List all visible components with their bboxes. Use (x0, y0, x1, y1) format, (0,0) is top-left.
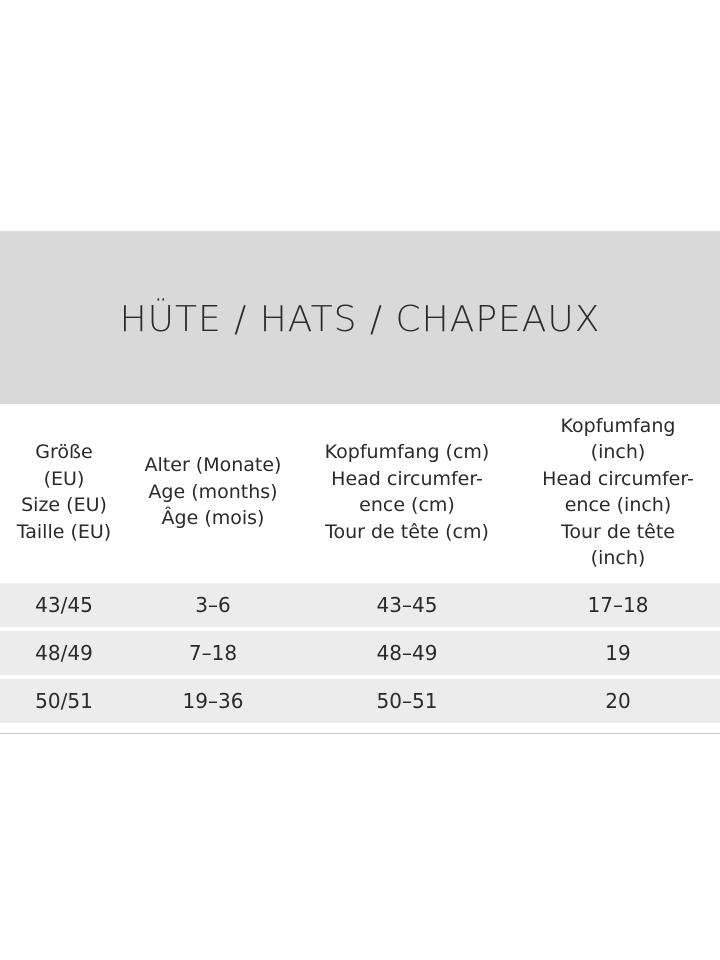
cell-age: 19–36 (182, 689, 244, 713)
table-row (0, 679, 720, 723)
cell-head-cm: 50–51 (376, 689, 438, 713)
table-bottom-divider (0, 733, 720, 734)
table-row (0, 583, 720, 627)
cell-head-cm: 48–49 (376, 641, 438, 665)
cell-head-cm: 43–45 (376, 593, 438, 617)
header-head-circumference-cm: Kopfumfang (cm) Head circumfer- ence (cm) Tour de tête (cm) (324, 441, 490, 543)
header-size: Größe (EU) Size (EU) Taille (EU) (16, 441, 112, 543)
cell-age: 7–18 (188, 641, 238, 665)
cell-size: 50/51 (35, 689, 93, 713)
table-header (0, 404, 720, 580)
cell-size: 43/45 (35, 593, 93, 617)
page-title: HÜTE / HATS / CHAPEAUX (119, 299, 601, 340)
cell-age: 3–6 (195, 593, 231, 617)
cell-head-inch: 17–18 (587, 593, 649, 617)
header-head-circumference-inch: Kopfumfang (inch) Head circumfer- ence (inch) Tour de tête (inch) (542, 414, 694, 569)
table-row (0, 631, 720, 675)
title-banner (0, 231, 720, 404)
cell-head-inch: 19 (605, 641, 631, 665)
cell-size: 48/49 (35, 641, 93, 665)
header-age: Alter (Monate) Age (months) Âge (mois) (144, 454, 282, 530)
cell-head-inch: 20 (605, 689, 631, 713)
